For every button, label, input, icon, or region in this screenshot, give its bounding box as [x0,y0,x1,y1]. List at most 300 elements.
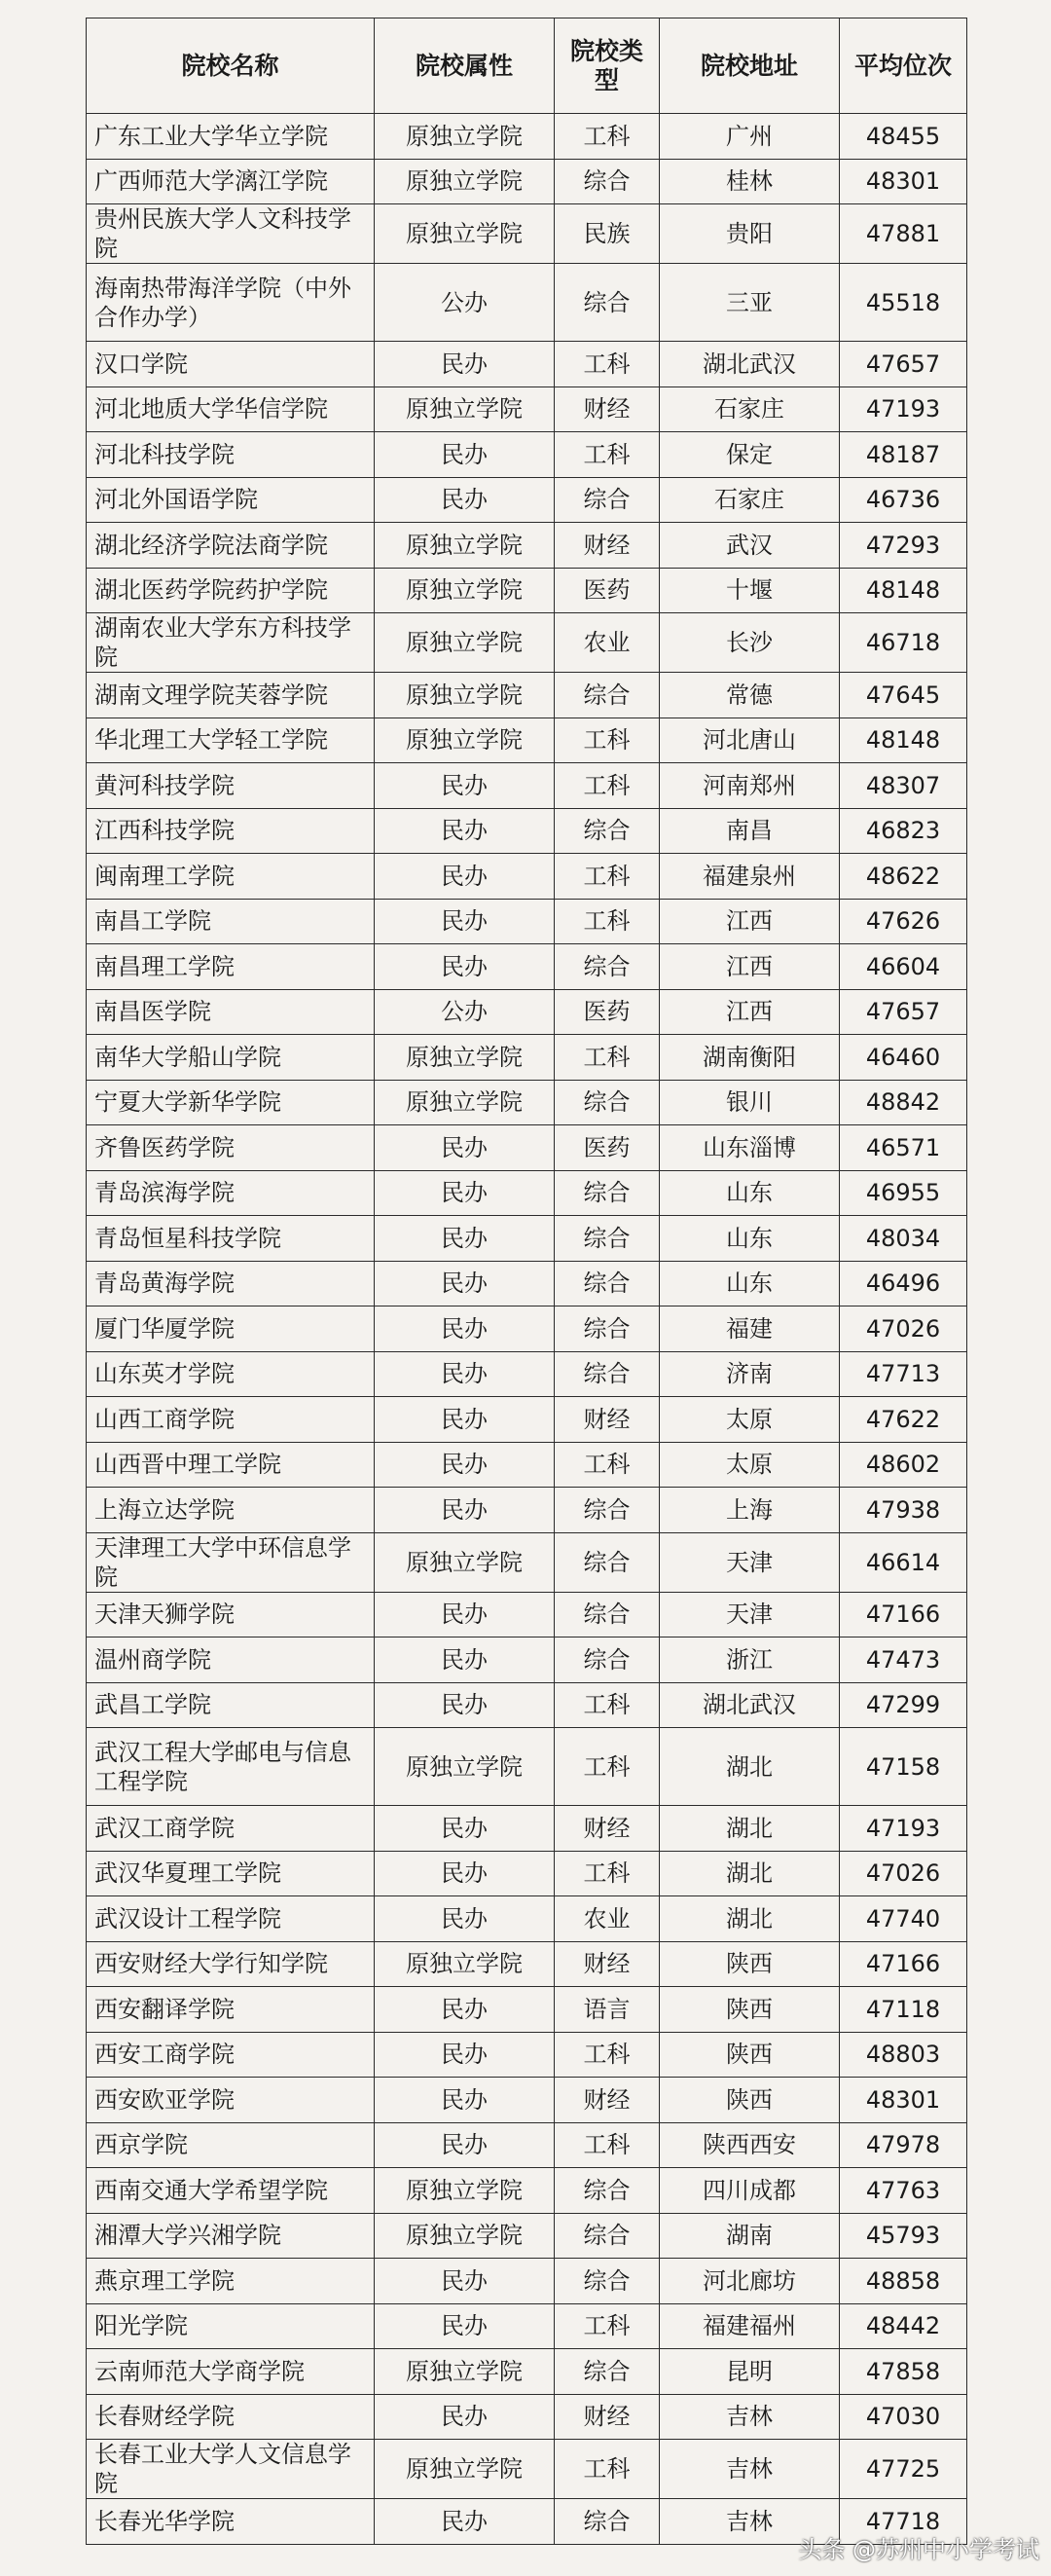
cell-average-rank: 47740 [840,1896,967,1942]
cell-college-location: 太原 [660,1442,840,1488]
cell-college-type: 综合 [555,1080,660,1125]
cell-college-attribute: 民办 [375,763,555,809]
cell-college-attribute: 民办 [375,1851,555,1896]
table-row [87,1306,967,1352]
cell-college-location: 十堰 [660,568,840,613]
cell-average-rank: 46718 [840,613,967,673]
cell-college-name: 山东英才学院 [87,1351,375,1397]
cell-college-location: 天津 [660,1592,840,1638]
cell-college-location: 湖南衡阳 [660,1035,840,1081]
table-row [87,1351,967,1397]
cell-average-rank: 46955 [840,1170,967,1216]
cell-college-location: 四川成都 [660,2168,840,2214]
cell-college-attribute: 原独立学院 [375,1035,555,1081]
cell-college-type: 工科 [555,342,660,387]
table-row [87,2032,967,2078]
table-row [87,1806,967,1852]
cell-college-type: 农业 [555,1896,660,1942]
table-row [87,944,967,990]
cell-college-attribute: 原独立学院 [375,1941,555,1987]
cell-college-name: 长春工业大学人文信息学院 [87,2440,375,2499]
table-row [87,1592,967,1638]
cell-college-location: 陕西西安 [660,2122,840,2168]
cell-college-attribute: 民办 [375,899,555,944]
cell-college-location: 石家庄 [660,386,840,432]
table-row [87,1080,967,1125]
cell-average-rank: 46736 [840,477,967,523]
cell-college-attribute: 原独立学院 [375,386,555,432]
cell-college-type: 综合 [555,1488,660,1533]
cell-average-rank: 47725 [840,2440,967,2499]
cell-college-location: 吉林 [660,2440,840,2499]
table-row [87,2122,967,2168]
cell-average-rank: 47166 [840,1941,967,1987]
cell-average-rank: 45793 [840,2213,967,2259]
table-row [87,718,967,763]
table-row [87,159,967,204]
cell-college-location: 浙江 [660,1638,840,1683]
cell-college-location: 济南 [660,1351,840,1397]
cell-average-rank: 47763 [840,2168,967,2214]
cell-college-type: 农业 [555,613,660,673]
cell-average-rank: 48307 [840,763,967,809]
cell-college-name: 西安欧亚学院 [87,2078,375,2123]
cell-college-attribute: 民办 [375,1806,555,1852]
cell-college-location: 陕西 [660,1941,840,1987]
table-row [87,1728,967,1806]
cell-college-attribute: 民办 [375,2499,555,2545]
table-row [87,477,967,523]
cell-average-rank: 47881 [840,204,967,264]
cell-college-location: 河北廊坊 [660,2259,840,2304]
cell-college-name: 厦门华厦学院 [87,1306,375,1352]
cell-college-attribute: 公办 [375,989,555,1035]
cell-college-attribute: 原独立学院 [375,1080,555,1125]
cell-average-rank: 47026 [840,1851,967,1896]
table-row [87,1170,967,1216]
table-row [87,2349,967,2395]
cell-college-name: 海南热带海洋学院（中外合作办学） [87,264,375,342]
cell-college-name: 西南交通大学希望学院 [87,2168,375,2214]
cell-college-name: 天津理工大学中环信息学院 [87,1532,375,1592]
cell-college-location: 吉林 [660,2394,840,2440]
cell-college-location: 广州 [660,114,840,160]
cell-college-name: 汉口学院 [87,342,375,387]
cell-college-location: 陕西 [660,2032,840,2078]
cell-college-attribute: 民办 [375,2032,555,2078]
cell-college-type: 综合 [555,1306,660,1352]
table-row [87,763,967,809]
cell-college-name: 江西科技学院 [87,808,375,854]
table-row [87,1125,967,1171]
cell-college-attribute: 民办 [375,1261,555,1306]
cell-college-location: 山东淄博 [660,1125,840,1171]
cell-average-rank: 47645 [840,673,967,718]
cell-college-attribute: 原独立学院 [375,114,555,160]
cell-college-type: 综合 [555,2499,660,2545]
cell-college-location: 昆明 [660,2349,840,2395]
cell-college-name: 温州商学院 [87,1638,375,1683]
cell-college-name: 齐鲁医药学院 [87,1125,375,1171]
table-row [87,114,967,160]
cell-college-type: 综合 [555,264,660,342]
cell-college-type: 语言 [555,1987,660,2033]
cell-college-name: 山西工商学院 [87,1397,375,1443]
cell-college-type: 财经 [555,523,660,569]
cell-college-location: 陕西 [660,2078,840,2123]
cell-college-name: 武汉工程大学邮电与信息工程学院 [87,1728,375,1806]
cell-college-attribute: 原独立学院 [375,1728,555,1806]
table-row [87,568,967,613]
cell-college-type: 综合 [555,1532,660,1592]
cell-college-type: 医药 [555,1125,660,1171]
cell-college-type: 综合 [555,1170,660,1216]
cell-college-name: 河北科技学院 [87,432,375,478]
table-row [87,204,967,264]
table-row [87,613,967,673]
cell-average-rank: 48034 [840,1216,967,1262]
table-row [87,1261,967,1306]
cell-average-rank: 48301 [840,2078,967,2123]
cell-college-attribute: 民办 [375,1216,555,1262]
cell-college-type: 工科 [555,854,660,900]
cell-college-attribute: 民办 [375,432,555,478]
cell-college-attribute: 民办 [375,1682,555,1728]
table-row [87,1682,967,1728]
cell-college-attribute: 民办 [375,1397,555,1443]
cell-college-name: 青岛黄海学院 [87,1261,375,1306]
cell-college-name: 黄河科技学院 [87,763,375,809]
cell-college-name: 湖南农业大学东方科技学院 [87,613,375,673]
cell-college-location: 武汉 [660,523,840,569]
cell-college-name: 青岛恒星科技学院 [87,1216,375,1262]
table-row [87,2168,967,2214]
cell-average-rank: 46614 [840,1532,967,1592]
cell-college-name: 阳光学院 [87,2303,375,2349]
cell-college-attribute: 原独立学院 [375,2440,555,2499]
cell-college-location: 天津 [660,1532,840,1592]
cell-average-rank: 45518 [840,264,967,342]
table-row [87,2078,967,2123]
college-ranking-table-container [86,18,966,2545]
cell-college-type: 工科 [555,1851,660,1896]
cell-average-rank: 47718 [840,2499,967,2545]
cell-college-attribute: 民办 [375,1442,555,1488]
cell-average-rank: 48301 [840,159,967,204]
cell-average-rank: 48442 [840,2303,967,2349]
header-college-attribute: 院校属性 [375,18,555,114]
cell-college-name: 河北地质大学华信学院 [87,386,375,432]
header-average-rank: 平均位次 [840,18,967,114]
cell-college-type: 财经 [555,1397,660,1443]
cell-college-location: 江西 [660,899,840,944]
cell-average-rank: 48148 [840,718,967,763]
cell-college-name: 湘潭大学兴湘学院 [87,2213,375,2259]
cell-college-type: 民族 [555,204,660,264]
cell-average-rank: 47978 [840,2122,967,2168]
cell-average-rank: 47118 [840,1987,967,2033]
cell-college-attribute: 原独立学院 [375,159,555,204]
header-college-type: 院校类型 [555,18,660,114]
table-row [87,386,967,432]
cell-college-name: 长春财经学院 [87,2394,375,2440]
table-row [87,989,967,1035]
cell-college-attribute: 原独立学院 [375,1532,555,1592]
table-row [87,2303,967,2349]
table-row [87,2440,967,2499]
cell-college-location: 上海 [660,1488,840,1533]
cell-college-location: 山东 [660,1216,840,1262]
cell-college-type: 综合 [555,673,660,718]
cell-college-name: 南昌医学院 [87,989,375,1035]
cell-college-attribute: 民办 [375,1896,555,1942]
cell-college-attribute: 民办 [375,1488,555,1533]
cell-college-name: 武汉工商学院 [87,1806,375,1852]
table-row [87,854,967,900]
cell-average-rank: 47030 [840,2394,967,2440]
cell-college-name: 湖北医药学院药护学院 [87,568,375,613]
cell-college-type: 工科 [555,2122,660,2168]
cell-college-type: 工科 [555,1728,660,1806]
table-row [87,264,967,342]
cell-college-name: 云南师范大学商学院 [87,2349,375,2395]
cell-college-type: 综合 [555,477,660,523]
cell-college-attribute: 民办 [375,808,555,854]
cell-college-name: 上海立达学院 [87,1488,375,1533]
cell-college-type: 工科 [555,763,660,809]
cell-college-location: 福建泉州 [660,854,840,900]
college-ranking-table [86,18,967,2545]
cell-college-attribute: 民办 [375,2078,555,2123]
cell-average-rank: 48602 [840,1442,967,1488]
cell-college-name: 南华大学船山学院 [87,1035,375,1081]
cell-college-name: 西安工商学院 [87,2032,375,2078]
cell-college-name: 武昌工学院 [87,1682,375,1728]
cell-college-type: 财经 [555,2394,660,2440]
table-row [87,2394,967,2440]
cell-college-type: 综合 [555,159,660,204]
cell-college-attribute: 原独立学院 [375,568,555,613]
cell-college-name: 广西师范大学漓江学院 [87,159,375,204]
cell-college-type: 工科 [555,2440,660,2499]
cell-average-rank: 48187 [840,432,967,478]
cell-college-attribute: 民办 [375,342,555,387]
cell-average-rank: 47026 [840,1306,967,1352]
cell-college-name: 宁夏大学新华学院 [87,1080,375,1125]
cell-college-location: 太原 [660,1397,840,1443]
cell-college-attribute: 民办 [375,2303,555,2349]
cell-college-name: 西安翻译学院 [87,1987,375,2033]
cell-college-location: 河北唐山 [660,718,840,763]
cell-college-attribute: 民办 [375,2122,555,2168]
watermark: 头条 @苏州中小学考试 [798,2536,1039,2563]
cell-college-location: 湖南 [660,2213,840,2259]
table-row [87,523,967,569]
cell-college-type: 工科 [555,718,660,763]
cell-college-name: 南昌工学院 [87,899,375,944]
table-row [87,1442,967,1488]
cell-college-name: 武汉设计工程学院 [87,1896,375,1942]
cell-college-location: 石家庄 [660,477,840,523]
cell-average-rank: 47193 [840,1806,967,1852]
cell-college-type: 综合 [555,2168,660,2214]
cell-college-location: 湖北武汉 [660,342,840,387]
table-row [87,673,967,718]
cell-average-rank: 46571 [840,1125,967,1171]
cell-college-attribute: 原独立学院 [375,718,555,763]
cell-college-attribute: 民办 [375,1351,555,1397]
table-row [87,1035,967,1081]
cell-college-type: 工科 [555,1035,660,1081]
cell-average-rank: 47158 [840,1728,967,1806]
cell-college-name: 西安财经大学行知学院 [87,1941,375,1987]
cell-college-location: 河南郑州 [660,763,840,809]
cell-college-location: 常德 [660,673,840,718]
cell-average-rank: 48803 [840,2032,967,2078]
cell-college-name: 南昌理工学院 [87,944,375,990]
cell-college-attribute: 民办 [375,1638,555,1683]
cell-college-location: 贵阳 [660,204,840,264]
cell-college-type: 综合 [555,1261,660,1306]
table-row [87,808,967,854]
table-row [87,2213,967,2259]
cell-college-type: 综合 [555,2213,660,2259]
cell-college-location: 山东 [660,1261,840,1306]
table-row [87,342,967,387]
cell-college-location: 吉林 [660,2499,840,2545]
table-row [87,1851,967,1896]
table-row [87,1638,967,1683]
cell-college-attribute: 民办 [375,1306,555,1352]
cell-average-rank: 47657 [840,989,967,1035]
cell-college-location: 福建福州 [660,2303,840,2349]
cell-college-type: 综合 [555,1216,660,1262]
cell-college-type: 财经 [555,386,660,432]
cell-college-location: 湖北 [660,1896,840,1942]
cell-college-type: 综合 [555,2259,660,2304]
cell-college-type: 综合 [555,808,660,854]
cell-college-location: 江西 [660,989,840,1035]
cell-college-location: 南昌 [660,808,840,854]
cell-college-location: 长沙 [660,613,840,673]
cell-college-type: 工科 [555,2303,660,2349]
cell-college-name: 长春光华学院 [87,2499,375,2545]
table-row [87,899,967,944]
cell-average-rank: 47858 [840,2349,967,2395]
cell-average-rank: 47622 [840,1397,967,1443]
cell-college-location: 保定 [660,432,840,478]
table-row [87,1896,967,1942]
cell-college-name: 武汉华夏理工学院 [87,1851,375,1896]
cell-college-type: 综合 [555,1592,660,1638]
cell-average-rank: 48842 [840,1080,967,1125]
cell-college-name: 青岛滨海学院 [87,1170,375,1216]
cell-average-rank: 47166 [840,1592,967,1638]
cell-college-type: 工科 [555,1682,660,1728]
cell-average-rank: 46823 [840,808,967,854]
cell-average-rank: 48148 [840,568,967,613]
cell-average-rank: 47626 [840,899,967,944]
cell-college-type: 医药 [555,568,660,613]
cell-college-type: 工科 [555,1442,660,1488]
cell-college-attribute: 民办 [375,1170,555,1216]
cell-average-rank: 48455 [840,114,967,160]
header-college-name: 院校名称 [87,18,375,114]
table-row [87,1397,967,1443]
cell-average-rank: 47473 [840,1638,967,1683]
cell-average-rank: 46460 [840,1035,967,1081]
cell-college-attribute: 民办 [375,477,555,523]
cell-college-location: 湖北武汉 [660,1682,840,1728]
cell-college-attribute: 原独立学院 [375,2349,555,2395]
cell-college-name: 山西晋中理工学院 [87,1442,375,1488]
table-row [87,432,967,478]
cell-college-location: 三亚 [660,264,840,342]
cell-college-type: 财经 [555,1806,660,1852]
cell-college-type: 综合 [555,2349,660,2395]
cell-college-location: 银川 [660,1080,840,1125]
cell-college-type: 医药 [555,989,660,1035]
cell-college-attribute: 民办 [375,944,555,990]
cell-college-type: 综合 [555,1638,660,1683]
cell-college-location: 桂林 [660,159,840,204]
cell-college-name: 闽南理工学院 [87,854,375,900]
cell-average-rank: 47938 [840,1488,967,1533]
cell-average-rank: 46604 [840,944,967,990]
cell-college-name: 华北理工大学轻工学院 [87,718,375,763]
cell-college-attribute: 民办 [375,854,555,900]
cell-college-name: 广东工业大学华立学院 [87,114,375,160]
cell-college-type: 财经 [555,1941,660,1987]
cell-college-name: 河北外国语学院 [87,477,375,523]
cell-average-rank: 47293 [840,523,967,569]
table-row [87,2259,967,2304]
cell-college-attribute: 原独立学院 [375,204,555,264]
cell-college-type: 工科 [555,2032,660,2078]
cell-college-location: 江西 [660,944,840,990]
cell-college-name: 湖南文理学院芙蓉学院 [87,673,375,718]
table-row [87,1941,967,1987]
cell-college-type: 工科 [555,899,660,944]
cell-college-attribute: 原独立学院 [375,2213,555,2259]
cell-college-name: 天津天狮学院 [87,1592,375,1638]
cell-college-type: 综合 [555,944,660,990]
cell-college-name: 湖北经济学院法商学院 [87,523,375,569]
cell-college-location: 湖北 [660,1806,840,1852]
cell-average-rank: 47657 [840,342,967,387]
header-college-location: 院校地址 [660,18,840,114]
cell-college-name: 燕京理工学院 [87,2259,375,2304]
table-row [87,1987,967,2033]
cell-college-attribute: 原独立学院 [375,523,555,569]
cell-average-rank: 47713 [840,1351,967,1397]
table-row [87,1216,967,1262]
cell-college-attribute: 民办 [375,2259,555,2304]
table-body [87,114,967,2545]
table-header-row [87,18,967,114]
cell-college-type: 工科 [555,432,660,478]
cell-college-type: 工科 [555,114,660,160]
cell-college-attribute: 民办 [375,1987,555,2033]
cell-college-location: 山东 [660,1170,840,1216]
cell-college-attribute: 原独立学院 [375,673,555,718]
cell-average-rank: 48622 [840,854,967,900]
table-row [87,1532,967,1592]
cell-college-attribute: 原独立学院 [375,2168,555,2214]
cell-college-attribute: 民办 [375,1592,555,1638]
cell-college-attribute: 民办 [375,1125,555,1171]
cell-college-type: 财经 [555,2078,660,2123]
